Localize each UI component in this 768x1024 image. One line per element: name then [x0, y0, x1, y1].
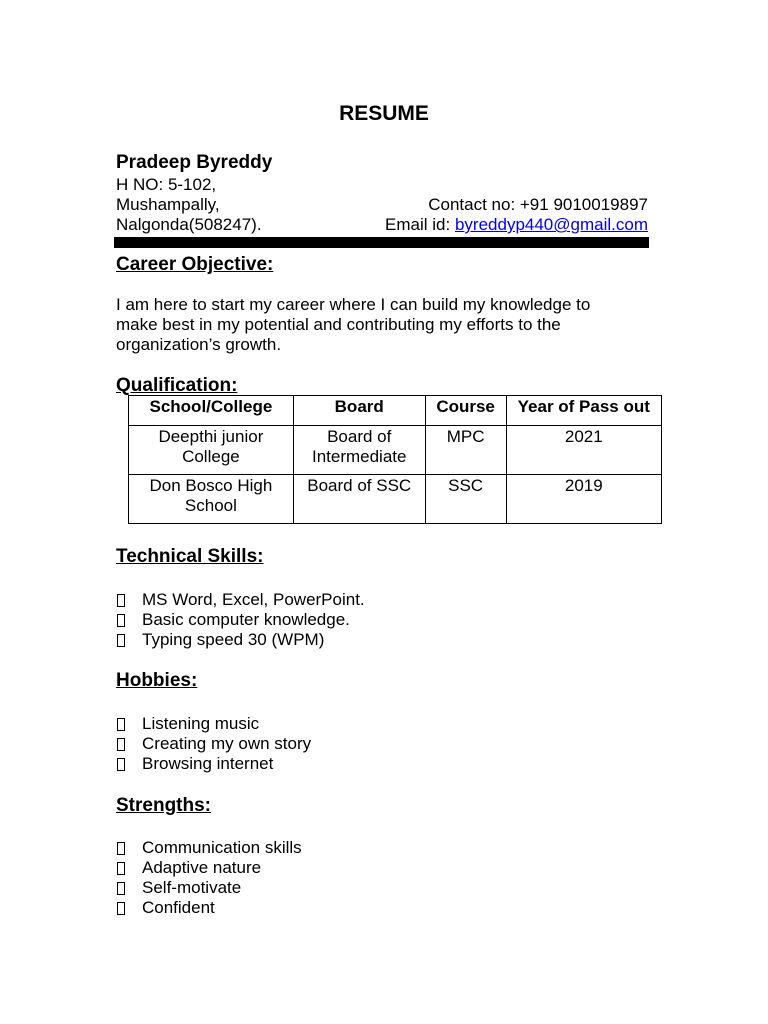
bullet-icon [117, 634, 125, 647]
table-cell: Board of Intermediate [293, 426, 425, 475]
list-item-text: Confident [142, 898, 215, 917]
technical-skills-list [116, 590, 365, 650]
column-header: Year of Pass out [506, 396, 661, 426]
qualification-heading: Qualification: [116, 375, 238, 396]
table-cell: Deepthi junior College [129, 426, 294, 475]
header-divider [114, 237, 649, 248]
list-item-text: Creating my own story [142, 734, 312, 753]
table-cell: 2019 [506, 475, 661, 524]
list-item-text: Listening music [142, 714, 260, 733]
bullet-icon [117, 882, 125, 895]
table-row [129, 475, 662, 524]
bullet-icon [117, 842, 125, 855]
bullet-icon [117, 594, 125, 607]
email-link[interactable]: byreddyp440@gmail.com [454, 215, 648, 234]
table-header-row [129, 396, 662, 426]
technical-skills-heading: Technical Skills: [116, 546, 264, 567]
table-row [129, 426, 662, 475]
table-cell: Board of SSC [293, 475, 425, 524]
candidate-name: Pradeep Byreddy [116, 152, 273, 173]
strengths-list [116, 838, 302, 918]
document-title: RESUME [339, 102, 429, 125]
bullet-icon [117, 718, 125, 731]
list-item [116, 754, 311, 774]
email-line [385, 215, 648, 235]
contact-number: Contact no: +91 9010019897 [428, 195, 648, 214]
list-item [116, 734, 311, 754]
list-item-text: Adaptive nature [142, 858, 262, 877]
bullet-icon [117, 738, 125, 751]
address-line-1: H NO: 5-102, [116, 175, 217, 194]
list-item-text: Typing speed 30 (WPM) [142, 630, 325, 649]
bullet-icon [117, 614, 125, 627]
list-item-text: Browsing internet [142, 754, 274, 773]
list-item [116, 714, 311, 734]
list-item [116, 838, 302, 858]
hobbies-heading: Hobbies: [116, 670, 198, 691]
list-item [116, 610, 365, 630]
list-item [116, 630, 365, 650]
table-cell: SSC [425, 475, 506, 524]
strengths-heading: Strengths: [116, 795, 211, 816]
table-cell: 2021 [506, 426, 661, 475]
column-header: School/College [129, 396, 294, 426]
bullet-icon [117, 862, 125, 875]
list-item-text: Basic computer knowledge. [142, 610, 350, 629]
table-cell: MPC [425, 426, 506, 475]
address-line-3: Nalgonda(508247). [116, 215, 262, 234]
list-item-text: MS Word, Excel, PowerPoint. [142, 590, 365, 609]
career-objective-heading: Career Objective: [116, 254, 274, 275]
bullet-icon [117, 902, 125, 915]
column-header: Course [425, 396, 506, 426]
qualification-table [128, 395, 662, 524]
list-item-text: Communication skills [142, 838, 302, 857]
column-header: Board [293, 396, 425, 426]
list-item-text: Self-motivate [142, 878, 242, 897]
list-item [116, 898, 302, 918]
list-item [116, 858, 302, 878]
address-line-2: Mushampally, [116, 195, 220, 214]
list-item [116, 878, 302, 898]
hobbies-list [116, 714, 311, 774]
career-objective-text: I am here to start my career where I can build my knowledge to make best in my potential and contributing my efforts to the organization’s growth. [116, 295, 591, 354]
table-cell: Don Bosco High School [129, 475, 294, 524]
list-item [116, 590, 365, 610]
email-label: Email id: [385, 215, 455, 234]
bullet-icon [117, 758, 125, 771]
